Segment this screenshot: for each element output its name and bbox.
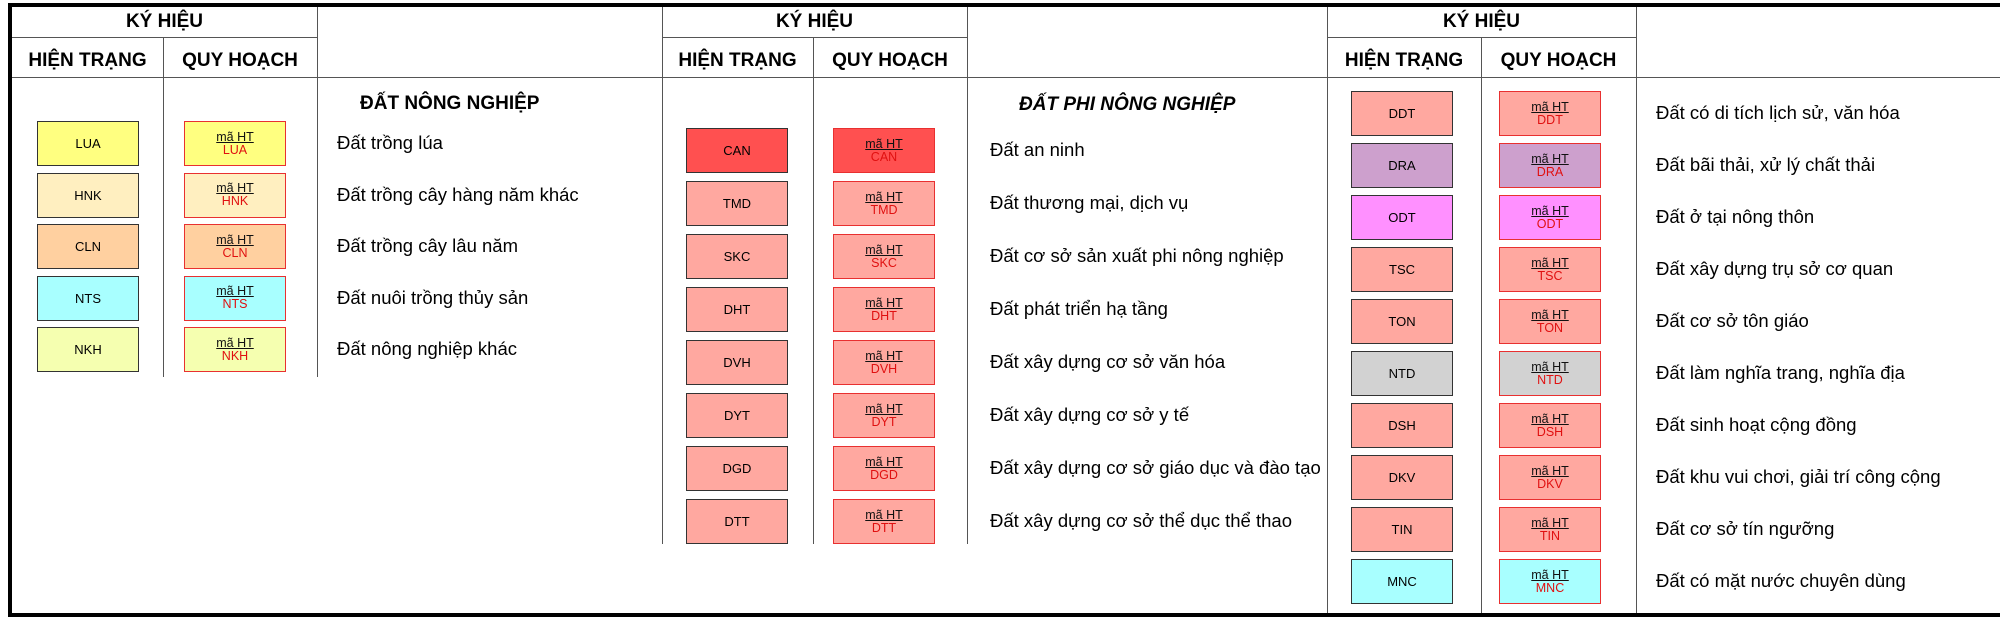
planned-code: TON (1536, 320, 1564, 335)
land-use-description: Đất xây dựng cơ sở thể dục thể thao (990, 510, 1292, 531)
planned-code-prefix: mã HT (216, 181, 254, 195)
current-symbol-box: DVH (686, 340, 788, 385)
planned-code-prefix: mã HT (865, 295, 903, 310)
current-symbol-box: NTD (1351, 351, 1453, 396)
planned-code-prefix: mã HT (1531, 515, 1569, 530)
land-use-description: Đất trồng cây lâu năm (337, 235, 518, 256)
land-use-description: Đất xây dựng cơ sở văn hóa (990, 351, 1226, 372)
planned-code-prefix: mã HT (1531, 567, 1569, 582)
planned-code-prefix: mã HT (865, 242, 903, 257)
group-title-agricultural: ĐẤT NÔNG NGHIỆP (360, 93, 540, 114)
legend-frame (8, 3, 2000, 617)
planned-symbol-box (184, 173, 286, 218)
current-symbol-box: DRA (1351, 143, 1453, 188)
land-use-description: Đất ở tại nông thôn (1656, 206, 1815, 227)
planned-code-prefix: mã HT (216, 129, 254, 144)
planned-symbol-box (833, 499, 935, 544)
planned-header: QUY HOẠCH (832, 50, 948, 71)
planned-code: DSH (1536, 424, 1564, 439)
planned-code-prefix: mã HT (1531, 411, 1569, 426)
land-use-description: Đất có di tích lịch sử, văn hóa (1656, 102, 1900, 123)
planned-symbol-box (833, 340, 935, 385)
land-use-description: Đất cơ sở tôn giáo (1656, 310, 1809, 331)
planned-symbol-box (833, 393, 935, 438)
current-symbol-box: ODT (1351, 195, 1453, 240)
planned-code-prefix: mã HT (1531, 151, 1569, 166)
symbol-header: KÝ HIỆU (1442, 11, 1521, 32)
planned-symbol-box (833, 128, 935, 173)
planned-code: ODT (1536, 216, 1564, 231)
land-use-description: Đất khu vui chơi, giải trí công cộng (1656, 466, 1941, 487)
current-symbol-box: CLN (37, 224, 139, 269)
planned-code-prefix: mã HT (216, 335, 254, 350)
land-use-description: Đất an ninh (990, 139, 1085, 160)
current-symbol-box: DHT (686, 287, 788, 332)
planned-header: QUY HOẠCH (182, 50, 298, 71)
planned-code: NKH (221, 348, 249, 363)
current-symbol-box: HNK (37, 173, 139, 218)
current-symbol-box: DGD (686, 446, 788, 491)
land-use-description: Đất nông nghiệp khác (337, 338, 517, 359)
land-use-description: Đất nuôi trồng thủy sản (337, 286, 529, 308)
planned-code-prefix: mã HT (865, 454, 903, 469)
planned-code-prefix: mã HT (216, 284, 254, 298)
planned-code: DTT (871, 520, 897, 535)
planned-symbol-box (184, 276, 286, 321)
planned-code-prefix: mã HT (1531, 359, 1569, 374)
planned-code: NTS (222, 297, 248, 311)
planned-symbol-box (1499, 351, 1601, 396)
planned-symbol-box (184, 224, 286, 269)
planned-code: DGD (870, 467, 898, 482)
legend-panel-3 (1327, 7, 2000, 613)
planned-code: SKC (871, 255, 897, 270)
current-symbol-box: TIN (1351, 507, 1453, 552)
planned-symbol-box (1499, 247, 1601, 292)
planned-code-prefix: mã HT (1531, 255, 1569, 270)
planned-code: DDT (1537, 112, 1563, 127)
current-header: HIỆN TRẠNG (1344, 50, 1464, 71)
planned-code-prefix: mã HT (1531, 307, 1569, 322)
planned-code: TMD (870, 202, 898, 217)
planned-code: MNC (1535, 580, 1565, 595)
planned-code-prefix: mã HT (1531, 203, 1569, 218)
current-symbol-box: CAN (686, 128, 788, 173)
land-use-description: Đất thương mại, dịch vụ (990, 192, 1189, 213)
planned-symbol-box (1499, 559, 1601, 604)
planned-code-prefix: mã HT (216, 232, 254, 247)
planned-code: DYT (871, 414, 897, 429)
planned-symbol-box (1499, 299, 1601, 344)
land-use-description: Đất có mặt nước chuyên dùng (1656, 570, 1906, 591)
current-symbol-box: DDT (1351, 91, 1453, 136)
planned-symbol-box (184, 121, 286, 166)
current-symbol-box: SKC (686, 234, 788, 279)
land-use-description: Đất phát triển hạ tầng (990, 298, 1168, 319)
planned-code-prefix: mã HT (865, 136, 903, 151)
land-use-description: Đất xây dựng cơ sở giáo dục và đào tạo (990, 457, 1321, 478)
planned-symbol-box (1499, 455, 1601, 500)
land-use-description: Đất trồng cây hàng năm khác (337, 183, 579, 205)
planned-code: CAN (870, 149, 898, 164)
planned-symbol-box (184, 327, 286, 372)
planned-code: DVH (870, 361, 898, 376)
current-symbol-box: DYT (686, 393, 788, 438)
current-symbol-box: TMD (686, 181, 788, 226)
planned-code-prefix: mã HT (865, 348, 903, 363)
planned-header: QUY HOẠCH (1500, 50, 1617, 71)
current-symbol-box: LUA (37, 121, 139, 166)
land-use-description: Đất trồng lúa (337, 132, 443, 153)
current-symbol-box: TON (1351, 299, 1453, 344)
planned-symbol-box (1499, 507, 1601, 552)
planned-code-prefix: mã HT (865, 507, 903, 522)
legend-panel-2 (662, 7, 1327, 613)
legend-panel-1 (12, 7, 662, 613)
land-use-description: Đất sinh hoạt cộng đồng (1656, 414, 1857, 435)
planned-code-prefix: mã HT (1531, 463, 1569, 478)
planned-code: DKV (1537, 476, 1563, 491)
symbol-header: KÝ HIỆU (125, 11, 204, 32)
land-use-description: Đất cơ sở sản xuất phi nông nghiệp (990, 245, 1284, 266)
current-symbol-box: MNC (1351, 559, 1453, 604)
planned-symbol-box (833, 446, 935, 491)
planned-symbol-box (833, 287, 935, 332)
land-use-description: Đất bãi thải, xử lý chất thải (1656, 154, 1876, 175)
land-use-description: Đất làm nghĩa trang, nghĩa địa (1656, 362, 1905, 383)
current-symbol-box: NTS (37, 276, 139, 321)
current-header: HIỆN TRẠNG (28, 50, 147, 71)
current-symbol-box: DKV (1351, 455, 1453, 500)
planned-symbol-box (1499, 195, 1601, 240)
planned-code: HNK (221, 194, 249, 208)
planned-code: DHT (871, 308, 897, 323)
planned-symbol-box (1499, 143, 1601, 188)
group-title-non-agricultural: ĐẤT PHI NÔNG NGHIỆP (1019, 94, 1236, 115)
planned-code: NTD (1537, 372, 1563, 387)
current-header: HIỆN TRẠNG (678, 50, 797, 71)
planned-code: TSC (1537, 268, 1563, 283)
planned-symbol-box (833, 181, 935, 226)
land-use-description: Đất cơ sở tín ngưỡng (1656, 518, 1835, 539)
planned-code: DRA (1536, 164, 1564, 179)
planned-symbol-box (833, 234, 935, 279)
planned-symbol-box (1499, 91, 1601, 136)
planned-code-prefix: mã HT (865, 401, 903, 416)
planned-code: CLN (222, 245, 248, 260)
land-use-description: Đất xây dựng cơ sở y tế (990, 404, 1190, 425)
current-symbol-box: DSH (1351, 403, 1453, 448)
planned-code: LUA (222, 142, 248, 157)
planned-code-prefix: mã HT (1531, 99, 1569, 114)
land-use-description: Đất xây dựng trụ sở cơ quan (1656, 258, 1894, 279)
current-symbol-box: NKH (37, 327, 139, 372)
planned-symbol-box (1499, 403, 1601, 448)
planned-code-prefix: mã HT (865, 189, 903, 204)
planned-code: TIN (1539, 528, 1561, 543)
current-symbol-box: DTT (686, 499, 788, 544)
symbol-header: KÝ HIỆU (775, 11, 854, 32)
current-symbol-box: TSC (1351, 247, 1453, 292)
